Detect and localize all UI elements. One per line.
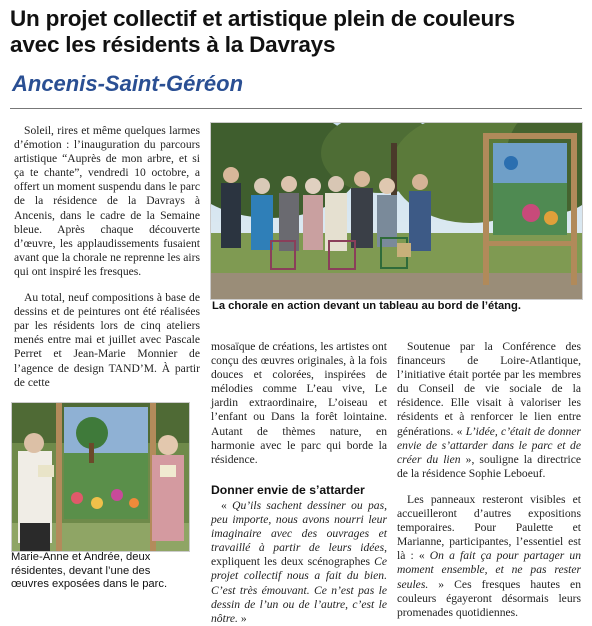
quote-participants: On a fait ça pour partager un moment ensemble, et ne pas rester seules. bbox=[397, 549, 581, 591]
photo-choir-caption: La chorale en action devant un tableau au bord de l’étang. bbox=[212, 300, 521, 312]
photo-choir bbox=[210, 122, 583, 300]
header-divider bbox=[10, 108, 582, 109]
column-3-text-d: » Ces fresques hautes en couleurs égayeront désormais leurs promenades quotidiennes. bbox=[397, 577, 581, 619]
quote-director: L’idée, c’était de donner envie de s’attarder dans le parc et de créer du lien bbox=[397, 424, 581, 466]
column-1-paragraph-2: Au total, neuf compositions à base de dessins et de peintures ont été réalisées par les résidents lors de cinq ateliers menés entre mai et juillet avec Pascale Perret et Jean-Marie Monnier de l’agence de design TAND’M. À partir de cette bbox=[14, 291, 200, 389]
column-2-subhead: Donner envie de s’attarder bbox=[211, 482, 365, 497]
column-1 bbox=[14, 124, 200, 390]
photo-choir-image bbox=[211, 123, 582, 299]
location-kicker: Ancenis-Saint-Géréon bbox=[12, 71, 244, 96]
photo-residents-caption: Marie-Anne et Andrée, deux résidentes, devant l’une des œuvres exposées dans le parc. bbox=[11, 551, 168, 591]
column-3-paragraph-2 bbox=[397, 493, 581, 620]
headline-line-1: Un projet collectif et artistique plein de couleurs bbox=[10, 6, 515, 31]
column-2-paragraph-2 bbox=[211, 499, 387, 626]
column-3 bbox=[397, 340, 581, 620]
column-3-paragraph-1 bbox=[397, 340, 581, 481]
quote-open: « bbox=[221, 498, 233, 512]
photo-residents-image bbox=[12, 403, 189, 551]
quote-attribution: , expliquent les deux scénographes bbox=[211, 541, 387, 569]
quote-scenographers-1: Qu’ils sachent dessiner ou pas, peu importe, nous avons nourri leur imaginaire avec des ouvrages et travaillé à partir de leurs idées bbox=[211, 498, 387, 555]
column-3-text-c: Les panneaux resteront visibles et accueilleront d’autres expositions temporaires. Pour Paulette et Marianne, participantes, l’essentiel est là : « bbox=[397, 492, 581, 563]
photo-residents bbox=[11, 402, 190, 552]
headline bbox=[10, 6, 585, 58]
column-3-text-b: », souligne la directrice de la résidence Sophie Leboeuf. bbox=[397, 452, 581, 480]
column-2-paragraph-1: mosaïque de créations, les artistes ont conçu des œuvres originales, à la fois douces et colorées, inspirées de mélodies comme L’eau vive, Le jardin extraordinaire, L’oiseau et l’enfant ou Dans la forêt lointaine. Autant de thèmes nature, en harmonie avec le parc qui borde la résidence. bbox=[211, 340, 387, 466]
quote-scenographers-2: Ce projet collectif nous a fait du bien. C’est très émouvant. Ce n’est pas le dessin de l’un ou de l’autre, c’est le nôtre. bbox=[211, 555, 387, 625]
column-2 bbox=[211, 340, 387, 626]
quote-close: » bbox=[237, 611, 247, 625]
headline-line-2: avec les résidents à la Davrays bbox=[10, 32, 336, 57]
column-1-paragraph-1: Soleil, rires et même quelques larmes d’émotion : l’inauguration du parcours artistique “Auprès de mon arbre, et si ça te chante”, vendredi 10 octobre, a offert un moment suspendu dans le parc de la résidence de la Davrays à Ancenis, dans le cadre de la Semaine bleue. Après chaque découverte d’œuvre, les applaudissements fusaient avant que la chorale ne reprenne les airs qui ont inspiré les fresques. bbox=[14, 124, 200, 278]
column-3-text-a: Soutenue par la Conférence des financeurs de Loire-Atlantique, l’initiative était portée par les membres du Conseil de vie sociale de la résidence. Elle visait à valoriser les résidents et à renforcer le lien entre générations. « bbox=[397, 340, 581, 438]
